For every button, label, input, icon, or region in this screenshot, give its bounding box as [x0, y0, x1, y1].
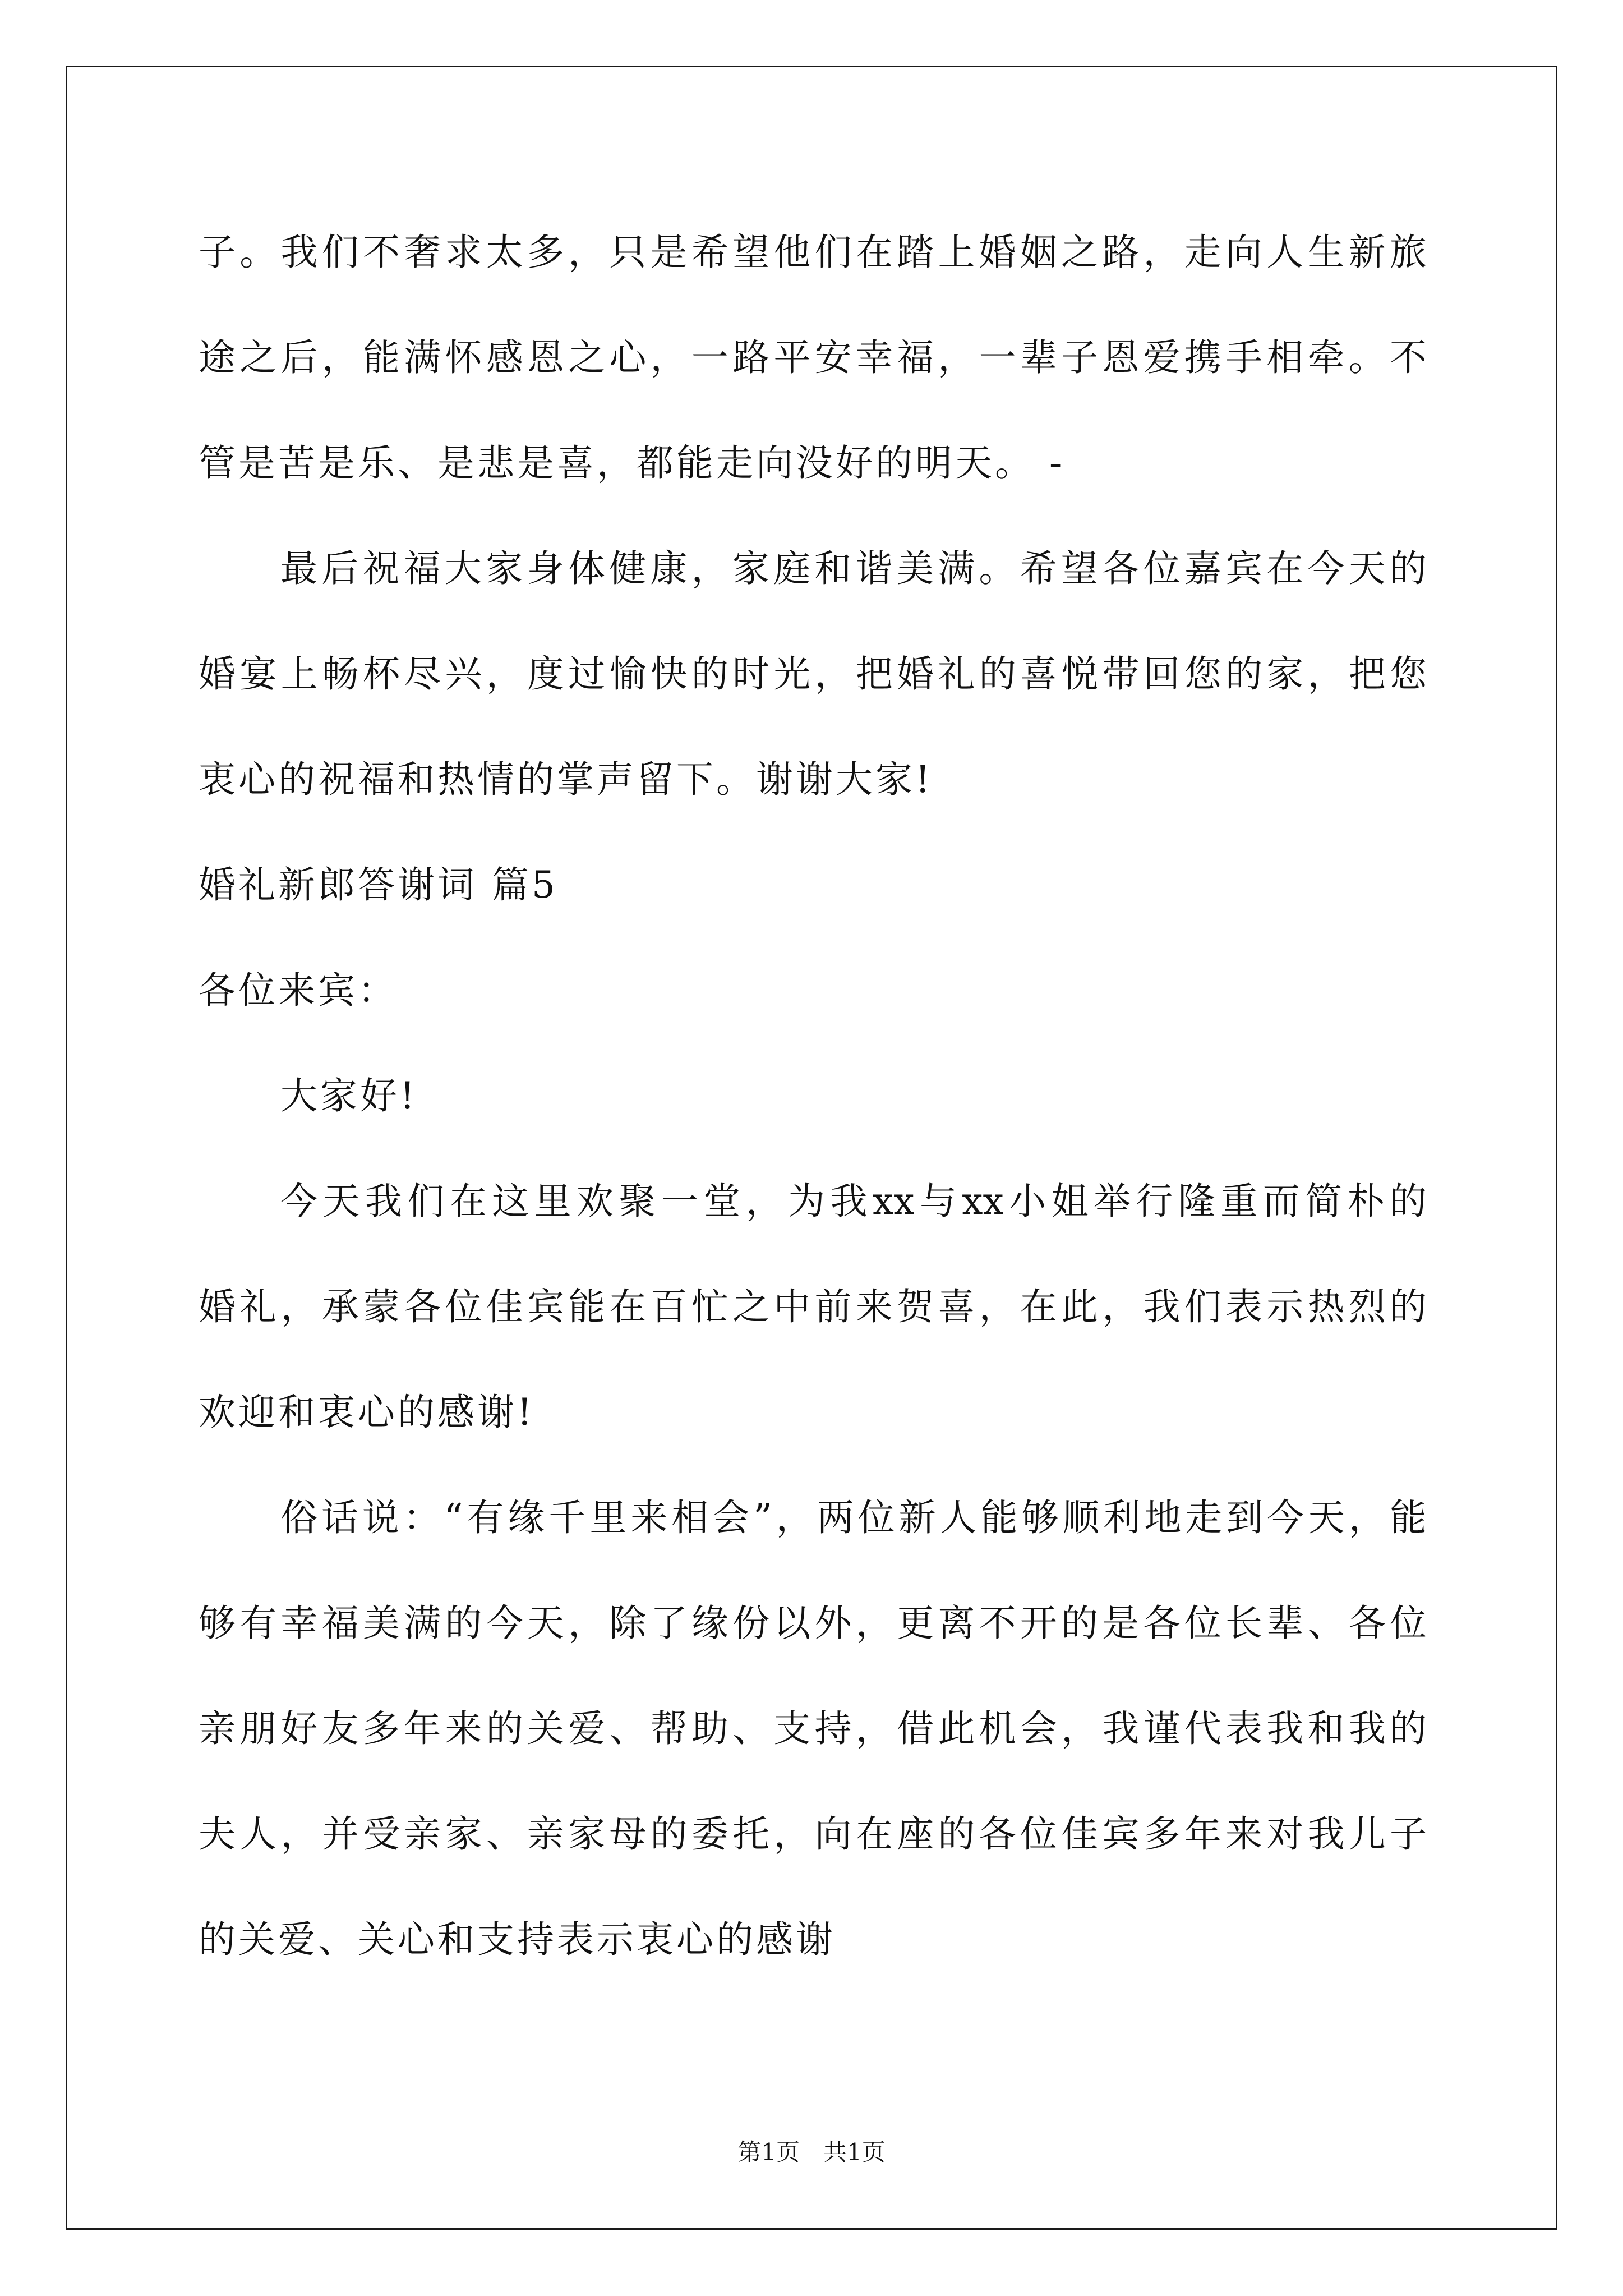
paragraph-3-line-3: 欢迎和衷心的感谢! [199, 1391, 535, 1434]
paragraph-4-line-5: 的关爱、关心和支持表示衷心的感谢 [199, 1918, 836, 1961]
page-number-footer: 第1页 共1页 [737, 2138, 886, 2166]
paragraph-3-line-2: 婚礼，承蒙各位佳宾能在百忙之中前来贺喜，在此，我们表示热烈的 [199, 1285, 1427, 1328]
paragraph-2-line-1: 最后祝福大家身体健康，家庭和谐美满。希望各位嘉宾在今天的 [280, 547, 1427, 590]
paragraph-2-line-3: 衷心的祝福和热情的掌声留下。谢谢大家! [199, 758, 933, 801]
paragraph-4-line-1: 俗话说：“有缘千里来相会”，两位新人能够顺利地走到今天，能 [280, 1496, 1427, 1539]
section-heading: 婚礼新郎答谢词 篇5 [199, 863, 558, 907]
paragraph-3-line-1: 今天我们在这里欢聚一堂，为我xx与xx小姐举行隆重而简朴的 [280, 1180, 1427, 1223]
paragraph-4-line-4: 夫人，并受亲家、亲家母的委托，向在座的各位佳宾多年来对我儿子 [199, 1812, 1427, 1856]
page-border [66, 66, 1557, 2230]
paragraph-4-line-3: 亲朋好友多年来的关爱、帮助、支持，借此机会，我谨代表我和我的 [199, 1707, 1427, 1750]
greeting: 大家好! [280, 1074, 418, 1117]
paragraph-2-line-2: 婚宴上畅杯尽兴，度过愉快的时光，把婚礼的喜悦带回您的家，把您 [199, 652, 1427, 696]
salutation: 各位来宾： [199, 969, 398, 1012]
paragraph-1-line-2: 途之后，能满怀感恩之心，一路平安幸福，一辈子恩爱携手相牵。不 [199, 336, 1427, 379]
paragraph-1-line-1: 子。我们不奢求太多，只是希望他们在踏上婚姻之路，走向人生新旅 [199, 231, 1427, 274]
paragraph-1-line-3: 管是苦是乐、是悲是喜，都能走向没好的明天。 - [199, 441, 1065, 485]
paragraph-4-line-2: 够有幸福美满的今天，除了缘份以外，更离不开的是各位长辈、各位 [199, 1602, 1427, 1645]
